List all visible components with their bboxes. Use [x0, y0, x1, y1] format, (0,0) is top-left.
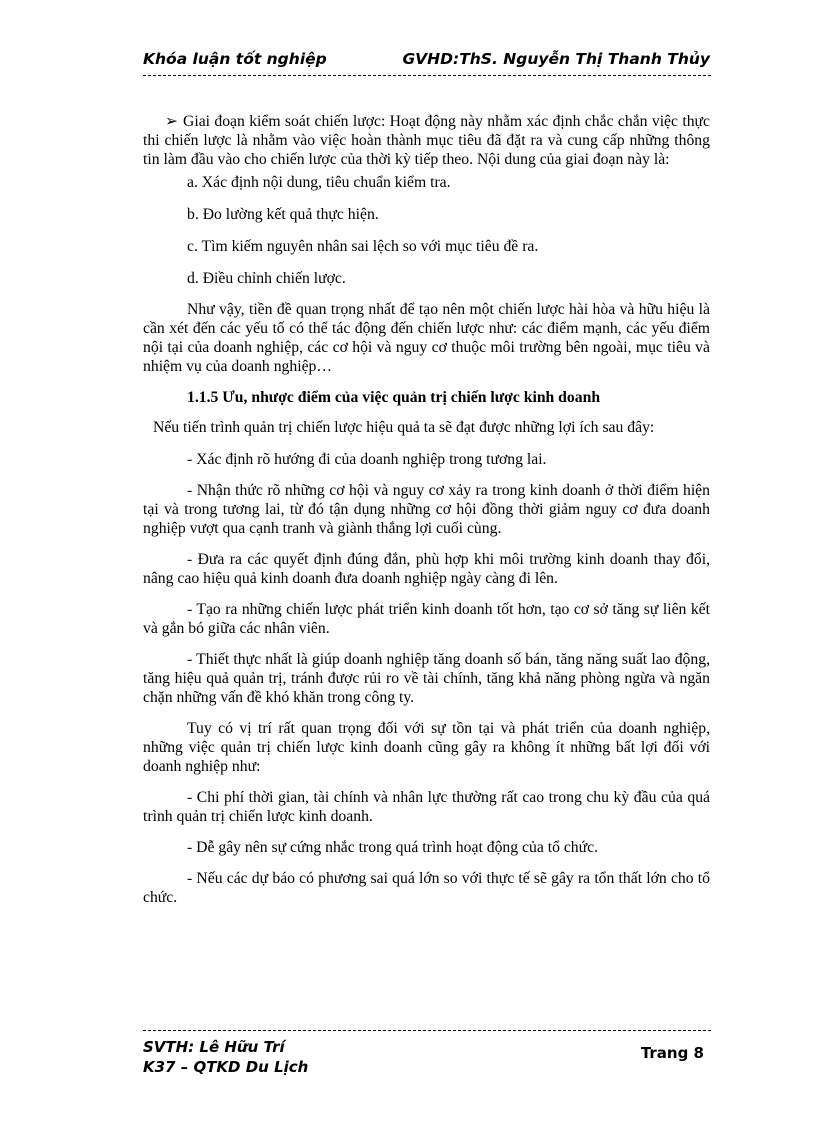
- header-advisor: GVHD:ThS. Nguyễn Thị Thanh Thủy: [402, 50, 710, 68]
- paragraph-summary: Như vậy, tiền đề quan trọng nhất để tạo nên một chiến lược hài hòa và hữu hiệu là cần xét đến các yếu tố có thể tác động đến chiến lược như: các điểm mạnh, các yếu điểm nội tại của doanh nghiệp, các cơ hội và nguy cơ thuộc môi trường bên ngoài, mục tiêu và nhiệm vụ của doanh nghiệp…: [143, 301, 710, 375]
- benefit-item-3: - Đưa ra các quyết định đúng đắn, phù hợp khi môi trường kinh doanh thay đổi, nâng cao hiệu quả kinh doanh đưa doanh nghiệp ngày càng đi lên.: [143, 551, 710, 587]
- section-heading: 1.1.5 Ưu, nhược điểm của việc quản trị chiến lược kinh doanh: [187, 389, 601, 406]
- header-divider: [143, 75, 711, 76]
- benefit-item-2: - Nhận thức rõ những cơ hội và nguy cơ xảy ra trong kinh doanh ở thời điểm hiện tại và trong tương lai, từ đó tận dụng những cơ hội đồng thời giảm nguy cơ đưa doanh nghiệp vượt qua cạnh tranh và giành thắng lợi cuối cùng.: [143, 482, 710, 537]
- page-number: Trang 8: [640, 1044, 704, 1062]
- page-footer: [143, 1036, 710, 1086]
- list-item-d: d. Điều chỉnh chiến lược.: [187, 270, 346, 287]
- arrow-bullet-icon: ➢: [165, 113, 179, 130]
- list-item-a: a. Xác định nội dung, tiêu chuẩn kiểm tra.: [187, 174, 451, 191]
- paragraph-control-stage: [143, 112, 710, 169]
- paragraph-benefits-intro: Nếu tiến trình quản trị chiến lược hiệu quả ta sẽ đạt được những lợi ích sau đây:: [153, 419, 655, 436]
- drawback-item-1: - Chi phí thời gian, tài chính và nhân lực thường rất cao trong chu kỳ đầu của quá trình quản trị chiến lược kinh doanh.: [143, 789, 710, 825]
- footer-divider: [143, 1030, 711, 1031]
- page-header: [143, 48, 710, 72]
- header-thesis-title: Khóa luận tốt nghiệp: [143, 50, 327, 68]
- benefit-item-5: - Thiết thực nhất là giúp doanh nghiệp tăng doanh số bán, tăng năng suất lao động, tăng hiệu quả quản trị, tránh được rủi ro về tài chính, tăng khả năng phòng ngừa và ngăn chặn những vấn đề khó khăn trong công ty.: [143, 651, 710, 706]
- paragraph-text: Giai đoạn kiểm soát chiến lược: Hoạt động này nhằm xác định chắc chắn việc thực thi chiến lược là nhằm vào việc hoàn thành mục tiêu đã đặt ra và cung cấp những thông tin làm đầu vào cho chiến lược của thời kỳ tiếp theo. Nội dung của giai đoạn này là:: [143, 113, 710, 168]
- footer-class: K37 – QTKD Du Lịch: [143, 1058, 309, 1076]
- list-item-b: b. Đo lường kết quả thực hiện.: [187, 206, 379, 223]
- list-item-c: c. Tìm kiếm nguyên nhân sai lệch so với mục tiêu đề ra.: [187, 238, 539, 255]
- drawback-item-3: - Nếu các dự báo có phương sai quá lớn so với thực tế sẽ gây ra tổn thất lớn cho tổ chức.: [143, 870, 710, 906]
- page-body: [143, 112, 710, 907]
- benefit-item-1: - Xác định rõ hướng đi của doanh nghiệp trong tương lai.: [187, 451, 547, 468]
- paragraph-drawbacks-intro: Tuy có vị trí rất quan trọng đối với sự tồn tại và phát triển của doanh nghiệp, những việc quản trị chiến lược kinh doanh cũng gây ra không ít những bất lợi đối với doanh nghiệp như:: [143, 720, 710, 775]
- drawback-item-2: - Dễ gây nên sự cứng nhắc trong quá trình hoạt động của tổ chức.: [187, 839, 599, 856]
- footer-student-name: SVTH: Lê Hữu Trí: [143, 1038, 285, 1056]
- benefit-item-4: - Tạo ra những chiến lược phát triển kinh doanh tốt hơn, tạo cơ sở tăng sự liên kết và gắn bó giữa các nhân viên.: [143, 601, 710, 637]
